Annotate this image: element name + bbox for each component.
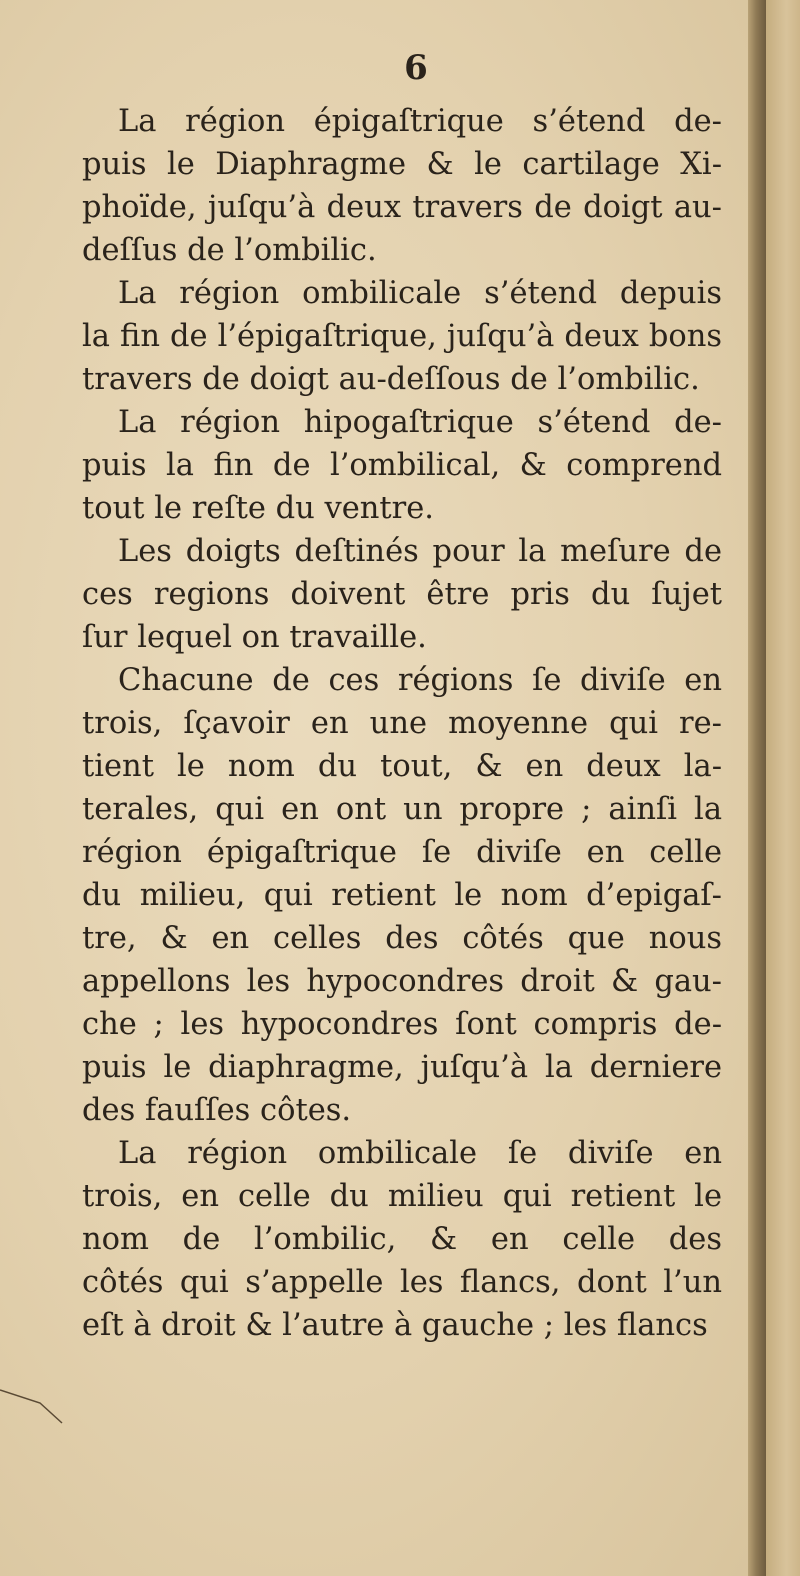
text-line: travers de doigt au-deſſous de l’ombilic.	[82, 362, 700, 397]
text-line: la fin de l’épigaſtrique, juſqu’à deux bons	[82, 319, 722, 354]
text-line: che ; les hypocondres ſont compris de-	[82, 1007, 722, 1042]
text-line: La région hipogaſtrique s’étend de-	[118, 405, 722, 440]
text-line: appellons les hypocondres droit & gau-	[82, 964, 722, 999]
text-line: deſſus de l’ombilic.	[82, 233, 377, 268]
facing-page-edge	[766, 0, 800, 1576]
text-line: terales, qui en ont un propre ; ainſi la	[82, 792, 722, 827]
text-line: ſur lequel on travaille.	[82, 620, 427, 655]
text-line: tre, & en celles des côtés que nous	[82, 921, 722, 956]
text-line: nom de l’ombilic, & en celle des	[82, 1222, 722, 1257]
page-number: 6	[404, 48, 428, 88]
text-line: puis le diaphragme, juſqu’à la derniere	[82, 1050, 722, 1085]
body-text	[82, 100, 722, 1347]
text-line: La région épigaſtrique s’étend de-	[118, 104, 722, 139]
text-line: phoïde, juſqu’à deux travers de doigt au-	[82, 190, 722, 225]
text-line: tout le reſte du ventre.	[82, 491, 435, 526]
text-line: trois, ſçavoir en une moyenne qui re-	[82, 706, 722, 741]
book-gutter	[748, 0, 766, 1576]
text-line: région épigaſtrique ſe diviſe en celle	[82, 835, 722, 870]
text-line: puis la fin de l’ombilical, & comprend	[82, 448, 722, 483]
text-line: Chacune de ces régions ſe diviſe en	[118, 663, 722, 698]
text-line: puis le Diaphragme & le cartilage Xi-	[82, 147, 722, 182]
text-line: La région ombilicale s’étend depuis	[118, 276, 722, 311]
text-line: tient le nom du tout, & en deux la-	[82, 749, 722, 784]
text-line: du milieu, qui retient le nom d’epigaſ-	[82, 878, 722, 913]
text-line: trois, en celle du milieu qui retient le	[82, 1179, 722, 1214]
text-line: côtés qui s’appelle les flancs, dont l’un	[82, 1265, 722, 1300]
text-line: eſt à droit & l’autre à gauche ; les flancs	[82, 1308, 708, 1343]
text-line: La région ombilicale ſe diviſe en	[118, 1136, 722, 1171]
text-line: des fauſſes côtes.	[82, 1093, 352, 1128]
text-line: Les doigts deſtinés pour la meſure de	[118, 534, 722, 569]
text-line: ces regions doivent être pris du ſujet	[82, 577, 722, 612]
fold-crease-mark	[0, 1385, 70, 1425]
